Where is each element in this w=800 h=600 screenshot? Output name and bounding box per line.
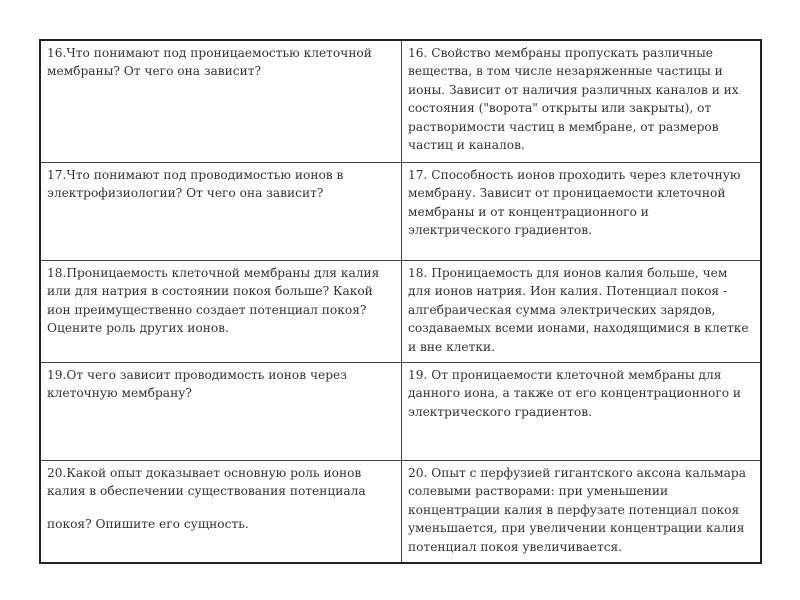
question-text: 19.От чего зависит проводимость ионов через клеточную мембрану?	[47, 368, 347, 401]
question-cell	[40, 461, 402, 564]
answer-text: 17. Способность ионов проходить через клеточную мембрану. Зависит от проницаемости клеточной мембраны и от концентрационного и электрического градиентов.	[408, 168, 741, 238]
table-row	[40, 261, 761, 363]
table-row	[40, 163, 761, 261]
question-text: 16.Что понимают под проницаемостью клеточной мембраны? От чего она зависит?	[47, 46, 372, 79]
table-row	[40, 461, 761, 564]
question-text-part2: покоя? Опишите его сущность.	[47, 516, 249, 531]
answer-cell	[402, 163, 762, 261]
answer-text: 18. Проницаемость для ионов калия больше, чем для ионов натрия. Ион калия. Потенциал покоя - алгебраическая сумма электрических зарядов, создаваемых всеми ионами, находящимися в клетке и вне клетки.	[408, 266, 749, 354]
answer-text: 16. Свойство мембраны пропускать различные вещества, в том числе незаряженные частицы и ионы. Зависит от наличия различных каналов и их состояния ("ворота" открыты или закрыты), от растворимости частиц в мембране, от размеров частиц и каналов.	[408, 46, 739, 153]
answer-text: 19. От проницаемости клеточной мембраны для данного иона, а также от его концентрационного и электрического градиентов.	[408, 368, 742, 419]
question-cell	[40, 363, 402, 461]
answer-cell	[402, 40, 762, 163]
question-text-part1: 20.Какой опыт доказывает основную роль ионов калия в обеспечении существования потенциала	[47, 466, 366, 499]
table-row	[40, 40, 761, 163]
table-row	[40, 363, 761, 461]
paragraph-gap	[47, 501, 395, 515]
question-cell	[40, 163, 402, 261]
question-text: 17.Что понимают под проводимостью ионов в электрофизиологии? От чего она зависит?	[47, 168, 344, 201]
answer-text: 20. Опыт с перфузией гигантского аксона кальмара солевыми растворами: при уменьшении концентрации калия в перфузате потенциал покоя уменьшается, при увеличении концентрации калия потенциал покоя увеличивается.	[408, 466, 747, 554]
question-cell	[40, 40, 402, 163]
answer-cell	[402, 461, 762, 564]
question-cell	[40, 261, 402, 363]
answer-cell	[402, 261, 762, 363]
qa-table	[39, 39, 762, 564]
question-text: 18.Проницаемость клеточной мембраны для калия или для натрия в состоянии покоя больше? Какой ион преимущественно создает потенциал покоя? Оцените роль других ионов.	[47, 266, 380, 336]
answer-cell	[402, 363, 762, 461]
